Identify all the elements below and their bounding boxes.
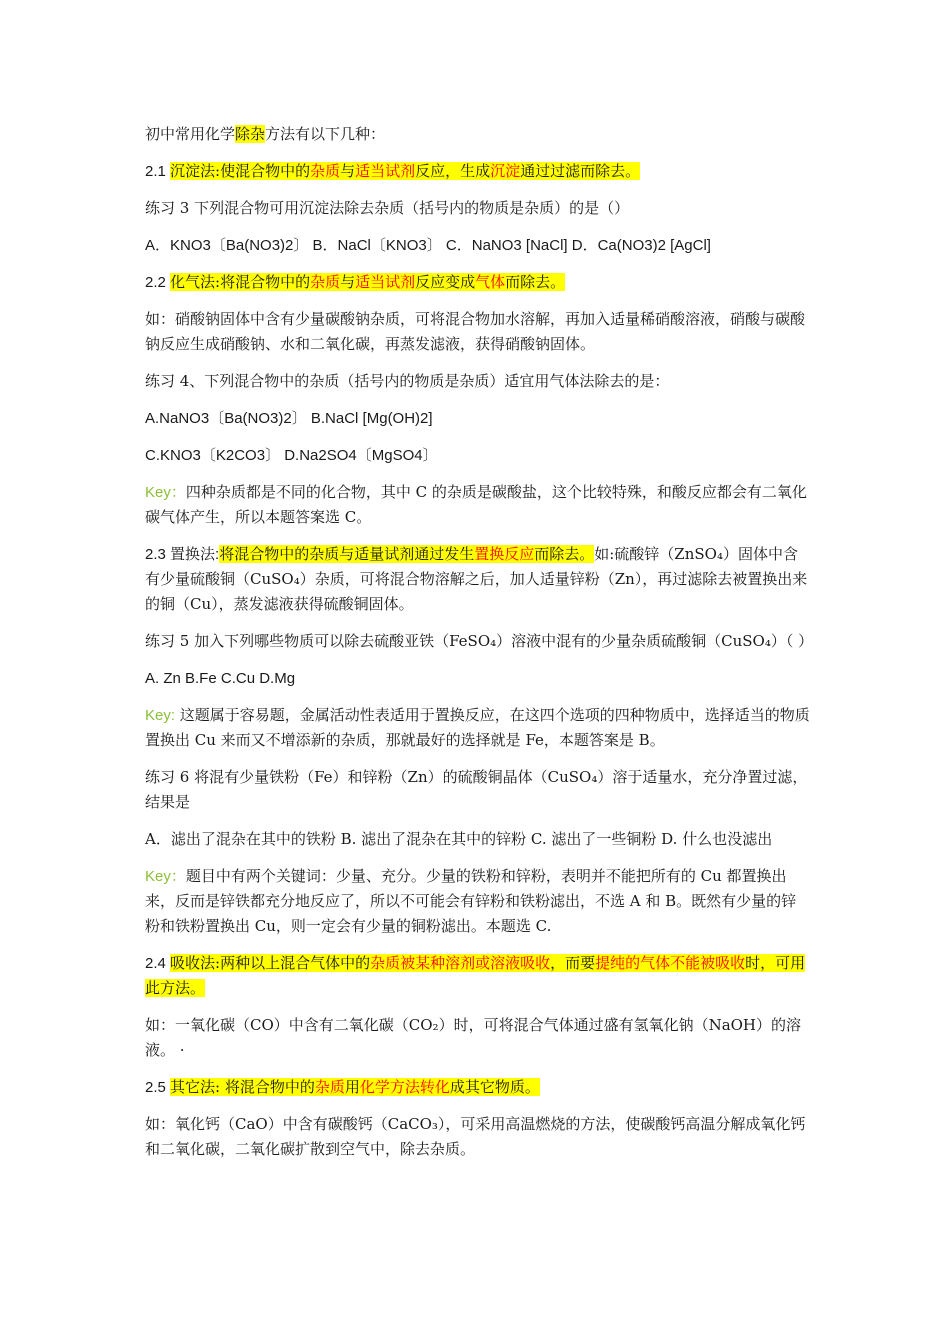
exercise-4-options-2: C.KNO3〔K2CO3〕 D.Na2SO4〔MgSO4〕 bbox=[145, 447, 438, 464]
section-2-4-example: 如：一氧化碳（CO）中含有二氧化碳（CO₂）时，可将混合气体通过盛有氢氧化钠（NaOH）的溶液。 · bbox=[145, 1016, 802, 1059]
highlight-text: 与 bbox=[340, 273, 356, 291]
highlight-text: 与 bbox=[340, 162, 356, 180]
key-label: Key： bbox=[145, 868, 186, 885]
key-text: 这题属于容易题，金属活动性表适用于置换反应，在这四个选项的四种物质中，选择适当的物质置换出 Cu 来而又不增添新的杂质，那就最好的选择就是 Fe，本题答案是 B。 bbox=[145, 706, 810, 749]
highlight-span bbox=[170, 273, 565, 291]
highlight-text: 吸收法:两种以上混合气体中的 bbox=[170, 954, 371, 972]
red-text: 置换反应 bbox=[474, 545, 535, 563]
highlight-text: 反应，生成 bbox=[415, 162, 491, 180]
exercise-6-options: A．滤出了混杂在其中的铁粉 B. 滤出了混杂在其中的锌粉 C. 滤出了一些铜粉 D. 什么也没滤出 bbox=[145, 830, 773, 848]
key-label: Key： bbox=[145, 484, 186, 501]
key-text: 题目中有两个关键词：少量、充分。少量的铁粉和锌粉，表明并不能把所有的 Cu 都置换出来，反而是锌铁都充分地反应了，所以不可能会有锌粉和铁粉滤出，不选 A 和 B。既然有少量的锌粉和铁粉置换出 Cu，则一定会有少量的铜粉滤出。本题选 C. bbox=[145, 867, 797, 935]
section-number: 2.4 bbox=[145, 955, 171, 972]
highlight-text: 化气法:将混合物中的 bbox=[170, 273, 311, 291]
red-text: 气体 bbox=[475, 273, 506, 291]
exercise-4-options-1: A.NaNO3〔Ba(NO3)2〕 B.NaCl [Mg(OH)2] bbox=[145, 410, 433, 427]
key-text: 四种杂质都是不同的化合物，其中 C 的杂质是碳酸盐，这个比较特殊，和酸反应都会有二氧化碳气体产生，所以本题答案选 C。 bbox=[145, 483, 807, 526]
key-label: Key: bbox=[145, 707, 176, 724]
highlight-text: 沉淀法:使混合物中的 bbox=[170, 162, 311, 180]
red-text: 杂质 bbox=[314, 1078, 345, 1096]
highlight-text: 反应变成 bbox=[415, 273, 476, 291]
highlight-span bbox=[145, 954, 805, 997]
intro-text-end: 方法有以下几种： bbox=[265, 125, 386, 143]
exercise-4-question: 练习 4、下列混合物中的杂质（括号内的物质是杂质）适宜用气体法除去的是： bbox=[145, 372, 670, 390]
highlight-text: 时，可用此方法。 bbox=[145, 954, 806, 997]
section-2-3-text: 如:硫酸锌（ZnSO₄）固体中含有少量硫酸铜（CuSO₄）杂质，可将混合物溶解之后，加人适量锌粉（Zn），再过滤除去被置换出来的铜（Cu），蒸发滤液获得硫酸铜固体。 bbox=[145, 545, 808, 613]
section-2-3-paragraph bbox=[145, 542, 810, 617]
section-number: 2.1 bbox=[145, 163, 171, 180]
document-body bbox=[145, 122, 814, 1174]
exercise-5-key bbox=[145, 703, 810, 753]
red-text: 杂质 bbox=[310, 273, 341, 291]
section-2-2-example: 如：硝酸钠固体中含有少量碳酸钠杂质，可将混合物加水溶解，再加入适量稀硝酸溶液，硝酸与碳酸钠反应生成硝酸钠、水和二氧化碳，再蒸发滤液，获得硝酸钠固体。 bbox=[145, 310, 806, 353]
highlight-span bbox=[219, 545, 594, 563]
highlight-text: 其它法: 将混合物中的 bbox=[170, 1078, 315, 1096]
highlight-text: 而除去。 bbox=[534, 545, 595, 563]
red-text: 化学方法转化 bbox=[359, 1078, 450, 1096]
section-2-4-heading bbox=[145, 951, 810, 1001]
section-number: 2.2 bbox=[145, 274, 171, 291]
red-text: 适当试剂 bbox=[355, 273, 416, 291]
red-text: 杂质被某种溶剂或溶液吸收 bbox=[370, 954, 551, 972]
intro-highlight: 除杂 bbox=[235, 125, 266, 143]
highlight-text: 用 bbox=[344, 1078, 360, 1096]
section-2-2-heading bbox=[145, 270, 810, 295]
section-number: 2.5 bbox=[145, 1079, 171, 1096]
red-text: 沉淀 bbox=[490, 162, 521, 180]
exercise-5-options: A. Zn B.Fe C.Cu D.Mg bbox=[145, 670, 296, 687]
red-text: 杂质 bbox=[310, 162, 341, 180]
highlight-text: ，而要 bbox=[550, 954, 596, 972]
exercise-4-key bbox=[145, 480, 810, 530]
highlight-span bbox=[170, 1078, 540, 1096]
section-number: 2.3 置换法: bbox=[145, 546, 220, 563]
section-2-5-example: 如：氧化钙（CaO）中含有碳酸钙（CaCO₃），可采用高温燃烧的方法，使碳酸钙高温分解成氧化钙和二氧化碳，二氧化碳扩散到空气中，除去杂质。 bbox=[145, 1115, 806, 1158]
section-2-1-heading bbox=[145, 159, 810, 184]
intro-text: 初中常用化学 bbox=[145, 125, 236, 143]
highlight-text: 通过过滤而除去。 bbox=[520, 162, 641, 180]
exercise-6-key bbox=[145, 864, 810, 939]
highlight-text: 而除去。 bbox=[505, 273, 566, 291]
exercise-3-question: 练习 3 下列混合物可用沉淀法除去杂质（括号内的物质是杂质）的是（） bbox=[145, 199, 630, 217]
intro-paragraph bbox=[145, 122, 810, 147]
section-2-5-heading bbox=[145, 1075, 810, 1100]
highlight-span bbox=[170, 162, 640, 180]
exercise-6-question: 练习 6 将混有少量铁粉（Fe）和锌粉（Zn）的硫酸铜晶体（CuSO₄）溶于适量水，充分净置过滤，结果是 bbox=[145, 768, 808, 811]
exercise-3-options: A．KNO3〔Ba(NO3)2〕 B．NaCl〔KNO3〕 C．NaNO3 [NaCl] D．Ca(NO3)2 [AgCl] bbox=[145, 237, 711, 254]
highlight-text: 将混合物中的杂质与适量试剂通过发生 bbox=[219, 545, 475, 563]
highlight-text: 成其它物质。 bbox=[449, 1078, 540, 1096]
red-text: 提纯的气体不能被吸收 bbox=[595, 954, 746, 972]
exercise-5-question: 练习 5 加入下列哪些物质可以除去硫酸亚铁（FeSO₄）溶液中混有的少量杂质硫酸铜（CuSO₄）（ ） bbox=[145, 632, 814, 650]
red-text: 适当试剂 bbox=[355, 162, 416, 180]
